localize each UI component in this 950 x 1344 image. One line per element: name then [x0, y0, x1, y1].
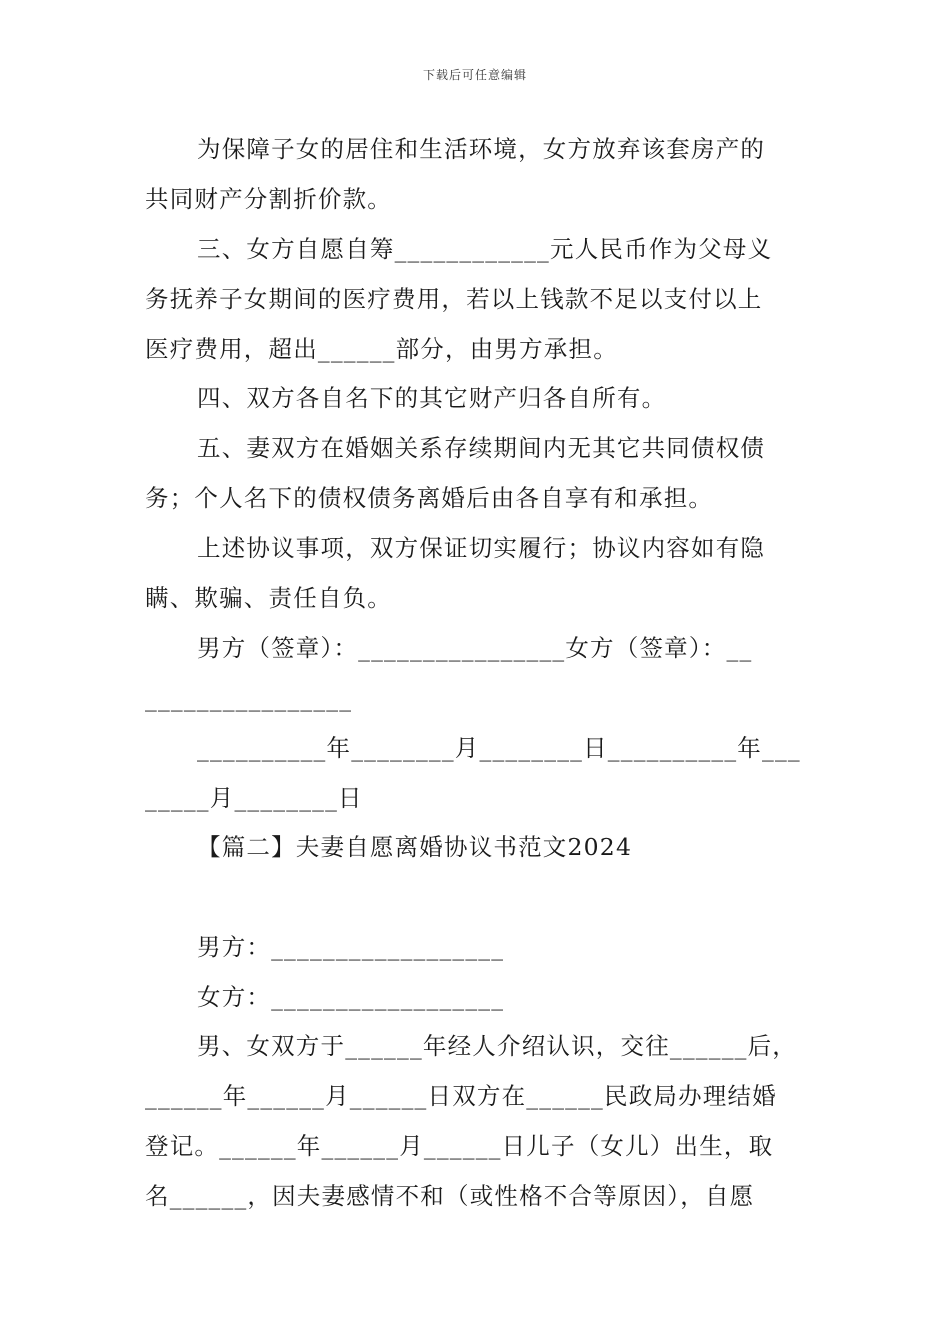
- date-line: _____月________日: [145, 784, 363, 812]
- signature-line: ________________: [145, 684, 353, 712]
- paragraph-line: 男、女双方于______年经人介绍认识，交往______后，: [197, 1032, 797, 1060]
- page-header: 下载后可任意编辑: [422, 68, 527, 82]
- party-line: 男方：__________________: [197, 933, 505, 961]
- paragraph-line: 瞒、欺骗、责任自负。: [145, 584, 392, 612]
- paragraph-line: 为保障子女的居住和生活环境，女方放弃该套房产的: [197, 135, 766, 163]
- paragraph-line: 务抚养子女期间的医疗费用，若以上钱款不足以支付以上: [145, 285, 763, 313]
- paragraph-line: 五、妻双方在婚姻关系存续期间内无其它共同债权债: [197, 434, 766, 462]
- section-title: 【篇二】夫妻自愿离婚协议书范文2024: [197, 833, 633, 861]
- paragraph-line: 登记。______年______月______日儿子（女儿）出生，取: [145, 1132, 774, 1160]
- party-line: 女方：__________________: [197, 983, 505, 1011]
- paragraph-line: 上述协议事项，双方保证切实履行；协议内容如有隐: [197, 534, 766, 562]
- paragraph-line: 共同财产分割折价款。: [145, 185, 392, 213]
- paragraph-line: 医疗费用，超出______部分，由男方承担。: [145, 335, 618, 363]
- paragraph-line: ______年______月______日双方在______民政局办理结婚: [145, 1082, 777, 1110]
- paragraph-line: 四、双方各自名下的其它财产归各自所有。: [197, 384, 667, 412]
- date-line: __________年________月________日__________年___: [197, 734, 801, 762]
- paragraph-line: 名______，因夫妻感情不和（或性格不合等原因），自愿: [145, 1182, 755, 1210]
- paragraph-line: 三、女方自愿自筹____________元人民币作为父母义: [197, 235, 773, 263]
- signature-line: 男方（签章）：________________女方（签章）：__: [197, 634, 753, 662]
- paragraph-line: 务；个人名下的债权债务离婚后由各自享有和承担。: [145, 484, 714, 512]
